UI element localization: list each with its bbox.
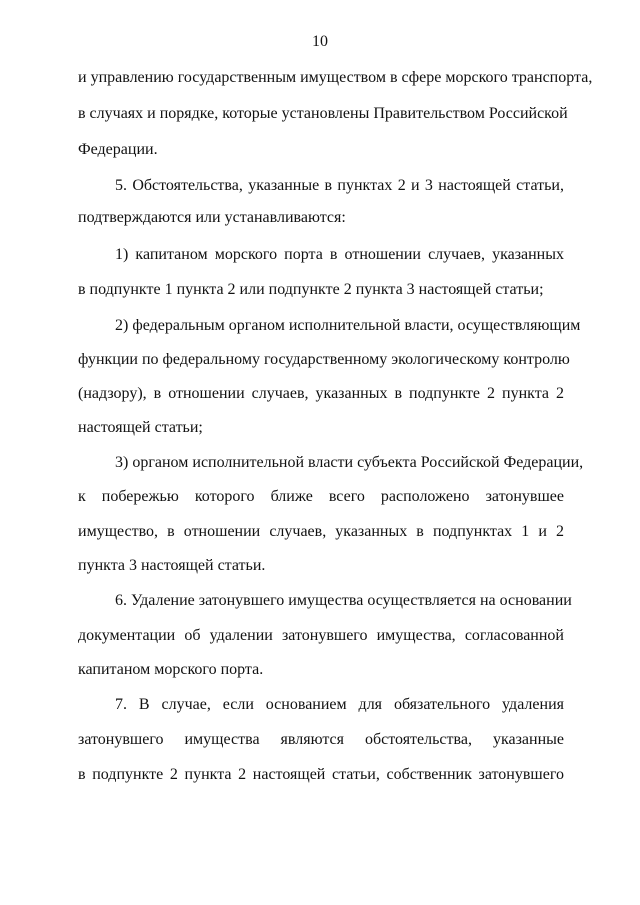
text-line: 3) органом исполнительной власти субъекта Российской Федерации, xyxy=(115,454,584,471)
text-line: настоящей статьи; xyxy=(78,419,203,436)
text-line: (надзору), в отношении случаев, указанных в подпункте 2 пункта 2 xyxy=(78,385,564,402)
text-line: к побережью которого ближе всего расположено затонувшее xyxy=(78,488,564,505)
text-line: 6. Удаление затонувшего имущества осуществляется на основании xyxy=(115,592,572,609)
text-line: 5. Обстоятельства, указанные в пунктах 2 и 3 настоящей статьи, xyxy=(115,177,564,194)
text-line: 2) федеральным органом исполнительной власти, осуществляющим xyxy=(115,317,581,334)
text-line: 7. В случае, если основанием для обязательного удаления xyxy=(115,696,564,713)
text-line: подтверждаются или устанавливаются: xyxy=(78,209,346,226)
text-line: пункта 3 настоящей статьи. xyxy=(78,557,266,574)
text-line: капитаном морского порта. xyxy=(78,661,264,678)
text-line: и управлению государственным имуществом в сфере морского транспорта, xyxy=(78,69,593,86)
page-number: 10 xyxy=(312,33,328,50)
text-line: в случаях и порядке, которые установлены Правительством Российской xyxy=(78,105,568,122)
text-line: затонувшего имущества являются обстоятельства, указанные xyxy=(78,731,564,748)
text-line: функции по федеральному государственному экологическому контролю xyxy=(78,351,570,368)
text-line: Федерации. xyxy=(78,141,158,158)
text-line: имущество, в отношении случаев, указанных в подпунктах 1 и 2 xyxy=(78,523,564,540)
text-line: документации об удалении затонувшего имущества, согласованной xyxy=(78,627,564,644)
text-line: 1) капитаном морского порта в отношении случаев, указанных xyxy=(115,246,564,263)
text-line: в подпункте 2 пункта 2 настоящей статьи, собственник затонувшего xyxy=(78,766,564,783)
text-line: в подпункте 1 пункта 2 или подпункте 2 пункта 3 настоящей статьи; xyxy=(78,281,544,298)
